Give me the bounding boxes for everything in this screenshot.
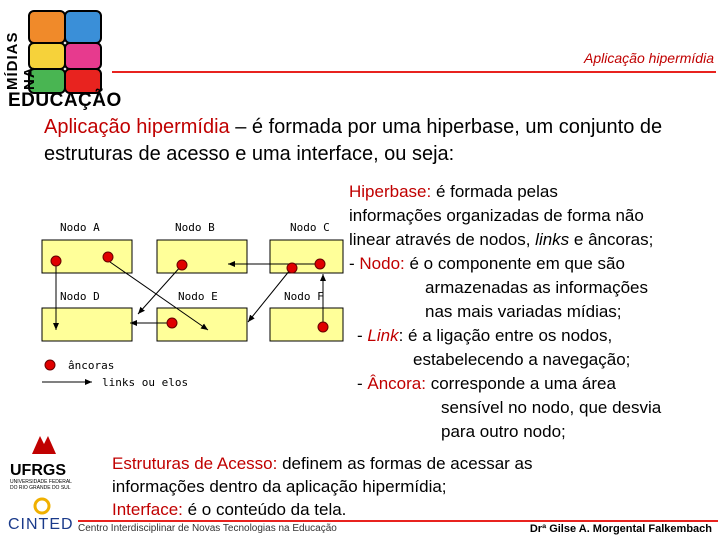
interface-line xyxy=(112,498,712,521)
access-line-2: informações dentro da aplicação hipermídia; xyxy=(112,477,447,496)
interface-term: Interface: xyxy=(112,500,183,519)
node-label-e: Nodo E xyxy=(178,290,218,303)
ancora-term: Âncora: xyxy=(367,374,426,393)
link-line-2: estabelecendo a navegação; xyxy=(413,350,631,369)
nodo-prefix: - xyxy=(349,254,360,273)
anchor-c2 xyxy=(315,259,325,269)
link-term: Link xyxy=(367,326,399,345)
hiperbase-line-3 xyxy=(349,228,719,252)
access-term: Estruturas de Acesso: xyxy=(112,454,278,473)
hypermedia-diagram xyxy=(20,210,350,400)
node-box-b xyxy=(157,240,247,273)
ufrgs-logo xyxy=(10,432,80,492)
link-text-1: : é a ligação entre os nodos, xyxy=(398,326,613,345)
ancora-text-1: corresponde a uma área xyxy=(425,374,616,393)
lead-term: Aplicação hipermídia xyxy=(44,116,230,138)
lead-text: – é formada por uma hiperbase, um conjunto de estruturas de acesso e uma interface, ou seja: xyxy=(44,116,663,165)
node-box-c xyxy=(270,240,343,273)
logo-side-text: MÍDIAS NA xyxy=(4,31,38,90)
ufrgs-subtitle: UNIVERSIDADE FEDERAL DO RIO GRANDE DO SUL xyxy=(10,479,72,491)
logo-word: EDUCAÇÃO xyxy=(8,90,122,111)
anchor-f1 xyxy=(318,322,328,332)
legend-link-label: links ou elos xyxy=(102,376,189,389)
anchor-c1 xyxy=(287,263,297,273)
ancora-line-2: sensível no nodo, que desvia xyxy=(441,398,662,417)
footer-author: Drª Gilse A. Morgental Falkembach xyxy=(529,523,712,535)
anchor-a1 xyxy=(51,256,61,266)
interface-text: é o conteúdo da tela. xyxy=(182,500,347,519)
link-prefix: - xyxy=(357,326,368,345)
hiperbase-text-3a: linear através de nodos, xyxy=(349,230,536,249)
node-label-c: Nodo C xyxy=(290,221,330,234)
slide-header-title: Aplicação hipermídia xyxy=(584,50,714,66)
hiperbase-term: Hiperbase: xyxy=(349,182,432,201)
hiperbase-line-1 xyxy=(349,180,719,204)
ancora-prefix: - xyxy=(357,374,368,393)
cinted-word: CINTED xyxy=(8,516,74,533)
access-text-1: definem as formas de acessar as xyxy=(277,454,533,473)
cinted-logo xyxy=(8,496,78,536)
hiperbase-text-3b: e âncoras; xyxy=(569,230,654,249)
cinted-emblem-icon xyxy=(32,496,52,516)
node-label-a: Nodo A xyxy=(60,221,100,234)
legend-anchor-label: âncoras xyxy=(68,359,115,372)
access-line-1 xyxy=(112,452,712,475)
puzzle-piece-pink xyxy=(64,42,102,70)
node-label-b: Nodo B xyxy=(175,221,215,234)
nodo-line-3: nas mais variadas mídias; xyxy=(425,302,622,321)
node-label-d: Nodo D xyxy=(60,290,100,303)
ufrgs-emblem-icon xyxy=(10,432,80,458)
anchor-e1 xyxy=(167,318,177,328)
footer-divider xyxy=(78,520,718,522)
nodo-line-1 xyxy=(349,252,719,276)
lead-paragraph xyxy=(44,114,704,168)
hiperbase-line-2: informações organizadas de forma não xyxy=(349,206,644,225)
hiperbase-links-word: links xyxy=(535,230,570,249)
anchor-b1 xyxy=(177,260,187,270)
legend-anchor-icon xyxy=(45,360,55,370)
nodo-line-2: armazenadas as informações xyxy=(425,278,649,297)
link-line-1 xyxy=(349,324,719,348)
anchor-a2 xyxy=(103,252,113,262)
access-structures-paragraph xyxy=(112,452,712,521)
ufrgs-word: UFRGS xyxy=(10,462,66,479)
hiperbase-text-1: é formada pelas xyxy=(431,182,558,201)
ancora-line-3: para outro nodo; xyxy=(441,422,566,441)
nodo-term: Nodo: xyxy=(359,254,405,273)
node-box-f xyxy=(270,308,343,341)
header-divider xyxy=(112,71,716,73)
node-label-f: Nodo F xyxy=(284,290,324,303)
footer-institution: Centro Interdisciplinar de Novas Tecnologias na Educação xyxy=(78,523,337,534)
definitions-list xyxy=(349,180,719,444)
puzzle-piece-blue xyxy=(64,10,102,44)
nodo-text-1: é o componente em que são xyxy=(404,254,625,273)
puzzle-piece-orange xyxy=(28,10,66,44)
ancora-line-1 xyxy=(349,372,719,396)
